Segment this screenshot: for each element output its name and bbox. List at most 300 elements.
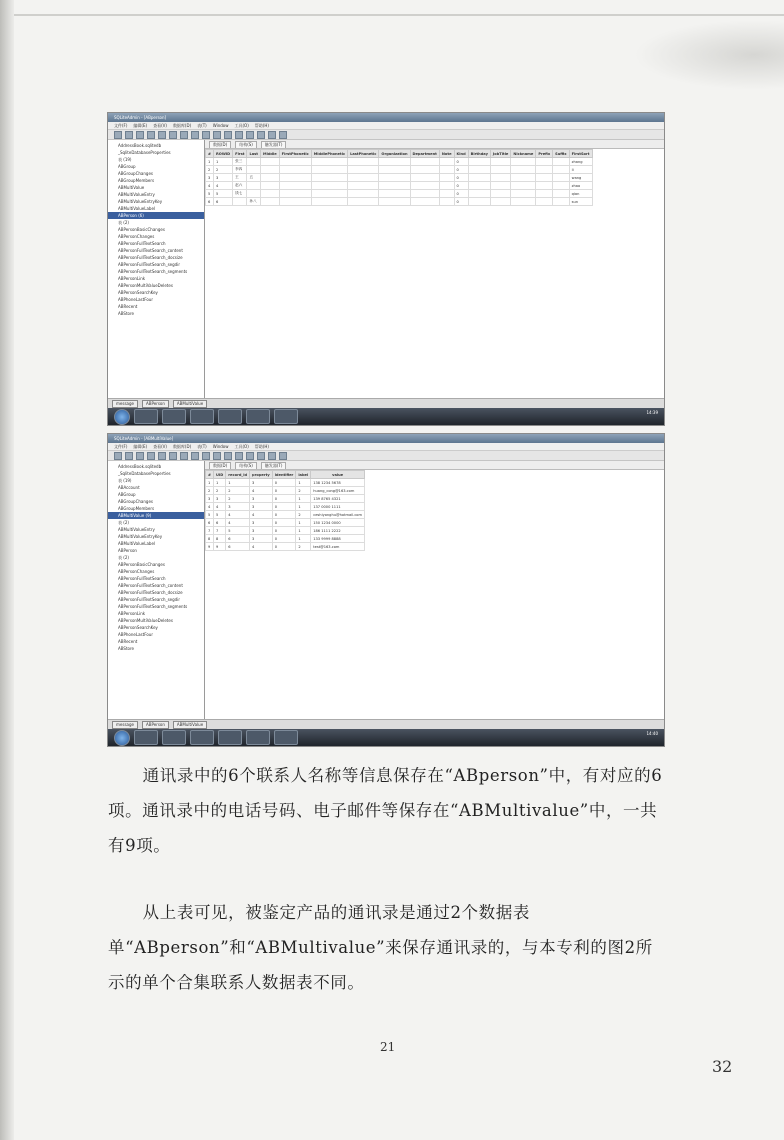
table-row[interactable] <box>206 158 593 166</box>
table-cell: 2 <box>296 487 311 495</box>
table-cell: 0 <box>454 158 468 166</box>
toolbar-button-icon[interactable] <box>268 131 276 139</box>
column-header[interactable]: Organization <box>379 150 410 158</box>
table-cell: 4 <box>214 182 233 190</box>
window-title: SQLiteAdmin - [ABperson] <box>108 113 664 122</box>
tree-item[interactable]: ABPersonFullTextSearch_content <box>118 583 183 588</box>
table-cell: 孙八 <box>247 198 261 206</box>
table-cell <box>536 174 553 182</box>
tree-item[interactable]: ABPersonFullTextSearch_segdir <box>118 597 180 602</box>
db-tree <box>108 461 205 720</box>
table-cell: 1 <box>214 479 226 487</box>
column-header[interactable]: First <box>233 150 247 158</box>
table-cell <box>468 198 490 206</box>
table-cell: 1 <box>206 158 214 166</box>
table-cell: wang <box>569 174 592 182</box>
tree-item[interactable]: ABGroup <box>118 492 136 497</box>
tree-item[interactable]: ABStore <box>118 646 134 651</box>
menu-item[interactable]: 表(T) <box>197 444 207 449</box>
column-header[interactable]: FirstSort <box>569 150 592 158</box>
table-cell: 6 <box>226 535 250 543</box>
table-cell: 1 <box>296 503 311 511</box>
table-cell: li <box>569 166 592 174</box>
table-cell <box>279 166 311 174</box>
table-cell: 8 <box>206 535 214 543</box>
table-cell: 1 <box>296 535 311 543</box>
tree-item[interactable]: ABMultiValue <box>118 185 145 190</box>
tree-item[interactable]: ABPersonBasicChanges <box>118 227 165 232</box>
toolbar-button-icon[interactable] <box>158 131 166 139</box>
table-cell: 0 <box>272 519 296 527</box>
table-cell <box>468 158 490 166</box>
document-tab[interactable]: message <box>112 400 138 408</box>
db-tree <box>108 140 205 399</box>
table-cell <box>279 198 311 206</box>
table-row[interactable] <box>206 182 593 190</box>
table-cell: sun <box>569 198 592 206</box>
table-cell <box>261 166 280 174</box>
tree-item[interactable]: _SqliteDatabaseProperties <box>118 471 171 476</box>
toolbar-button-icon[interactable] <box>224 131 232 139</box>
table-cell <box>439 158 454 166</box>
toolbar-button-icon[interactable] <box>246 131 254 139</box>
table-cell: huang_cong@163.com <box>311 487 365 495</box>
menu-item[interactable]: 数据库(D) <box>172 444 192 449</box>
table-cell: 钱七 <box>233 190 247 198</box>
tree-item[interactable]: ABGroupChanges <box>118 171 153 176</box>
tree-item[interactable]: 表 (2) <box>118 220 129 225</box>
table-row[interactable] <box>206 190 593 198</box>
menu-item[interactable]: 帮助(H) <box>254 444 269 449</box>
table-cell <box>261 198 280 206</box>
tree-item[interactable]: 表 (2) <box>118 555 129 560</box>
tree-item[interactable]: ABPhoneLastFour <box>118 297 153 302</box>
column-header[interactable]: value <box>311 471 365 479</box>
tree-item[interactable]: ABMultiValueEntry <box>118 192 155 197</box>
document-tab[interactable]: ABMultiValue <box>173 400 207 408</box>
table-cell: 1 <box>226 479 250 487</box>
tree-item[interactable]: ABPersonMultiValueDeletes <box>118 618 173 623</box>
grid-tab[interactable]: 数据(D) <box>209 141 231 148</box>
taskbar-clock: 14:39 <box>646 410 658 415</box>
taskbar-app-icon <box>162 730 186 745</box>
table-row[interactable] <box>206 543 365 551</box>
table-cell: 2 <box>214 166 233 174</box>
tree-item[interactable]: ABGroup <box>118 164 136 169</box>
table-cell: 4 <box>250 543 273 551</box>
table-cell <box>247 166 261 174</box>
toolbar-button-icon[interactable] <box>224 452 232 460</box>
tree-item[interactable]: 表 (2) <box>118 520 129 525</box>
table-cell: 7 <box>206 527 214 535</box>
table-cell: 6 <box>206 519 214 527</box>
table-cell: 0 <box>272 503 296 511</box>
tree-item[interactable]: ABMultiValueEntryKey <box>118 534 163 539</box>
column-header[interactable]: UID <box>214 471 226 479</box>
table-cell <box>261 182 280 190</box>
table-cell <box>247 158 261 166</box>
table-cell <box>511 166 536 174</box>
menu-item[interactable]: 编辑(E) <box>133 444 148 449</box>
menu-item[interactable]: 文件(F) <box>114 123 128 128</box>
document-tab[interactable]: ABPerson <box>142 400 169 408</box>
table-cell: 3 <box>250 527 273 535</box>
tree-item[interactable]: ABPersonLink <box>118 611 146 616</box>
table-cell <box>439 198 454 206</box>
table-cell: 五 <box>247 174 261 182</box>
toolbar-button-icon[interactable] <box>213 452 221 460</box>
toolbar <box>108 130 664 140</box>
table-cell <box>410 198 439 206</box>
tree-item[interactable]: ABPhoneLastFour <box>118 632 153 637</box>
table-cell: 0 <box>272 487 296 495</box>
table-cell: 0 <box>272 527 296 535</box>
table-cell: 0 <box>454 174 468 182</box>
taskbar-app-icon <box>134 409 158 424</box>
table-cell <box>279 190 311 198</box>
table-cell: 5 <box>214 190 233 198</box>
column-header[interactable]: property <box>250 471 273 479</box>
taskbar-app-icon <box>190 409 214 424</box>
menu-bar <box>108 122 664 130</box>
column-header[interactable]: Suffix <box>553 150 569 158</box>
toolbar-button-icon[interactable] <box>213 131 221 139</box>
column-header[interactable]: Department <box>410 150 439 158</box>
table-cell <box>311 166 347 174</box>
table-cell <box>536 182 553 190</box>
grid-tab[interactable]: 数据(D) <box>209 462 231 469</box>
tree-item[interactable]: ABPersonChanges <box>118 569 155 574</box>
tree-item[interactable]: ABPerson <box>118 548 137 553</box>
tree-item[interactable]: ABRecent <box>118 639 138 644</box>
tree-item[interactable]: ABPersonSearchKey <box>118 290 158 295</box>
menu-item[interactable]: Window <box>212 123 229 128</box>
table-cell <box>311 158 347 166</box>
document-tab[interactable]: ABPerson <box>142 721 169 729</box>
menu-item[interactable]: Window <box>212 444 229 449</box>
table-cell <box>490 174 510 182</box>
tree-item[interactable]: ABGroupMembers <box>118 178 155 183</box>
table-cell: 0 <box>272 535 296 543</box>
menu-item[interactable]: 帮助(H) <box>254 123 269 128</box>
tree-item[interactable]: AddressBook.sqlitedb <box>118 143 162 148</box>
menu-item[interactable]: 编辑(E) <box>133 123 148 128</box>
toolbar-button-icon[interactable] <box>257 452 265 460</box>
table-cell: 0 <box>454 198 468 206</box>
tree-item[interactable]: ABPersonBasicChanges <box>118 562 165 567</box>
table-cell <box>348 158 379 166</box>
tree-item[interactable]: ABMultiValueEntryKey <box>118 199 163 204</box>
toolbar-button-icon[interactable] <box>147 452 155 460</box>
tree-item[interactable]: ABPersonFullTextSearch <box>118 241 166 246</box>
table-cell: qian <box>569 190 592 198</box>
column-header[interactable]: label <box>296 471 311 479</box>
table-cell <box>468 182 490 190</box>
tree-item[interactable]: ABPerson (6) <box>108 212 204 219</box>
tree-item[interactable]: ABMultiValue (9) <box>108 512 204 519</box>
menu-item[interactable]: 工具(O) <box>234 123 249 128</box>
toolbar-button-icon[interactable] <box>235 452 243 460</box>
table-cell <box>379 158 410 166</box>
toolbar-button-icon[interactable] <box>268 452 276 460</box>
app-body <box>108 140 664 399</box>
taskbar-app-icon <box>274 730 298 745</box>
table-row[interactable] <box>206 527 365 535</box>
toolbar-button-icon[interactable] <box>147 131 155 139</box>
table-cell: 3 <box>214 495 226 503</box>
table-cell <box>348 182 379 190</box>
grid-tab[interactable]: 触发器(T) <box>261 141 287 148</box>
table-cell: zhang <box>569 158 592 166</box>
toolbar-button-icon[interactable] <box>114 452 122 460</box>
table-row[interactable] <box>206 479 365 487</box>
column-header[interactable]: record_id <box>226 471 250 479</box>
table-cell <box>410 174 439 182</box>
table-row[interactable] <box>206 535 365 543</box>
table-cell <box>410 166 439 174</box>
menu-item[interactable]: 查看(V) <box>153 444 167 449</box>
table-row[interactable] <box>206 503 365 511</box>
column-header[interactable]: # <box>206 471 214 479</box>
tree-item[interactable]: ABPersonSearchKey <box>118 625 158 630</box>
start-button-icon <box>114 409 130 425</box>
toolbar-button-icon[interactable] <box>158 452 166 460</box>
document-tab[interactable]: message <box>112 721 138 729</box>
toolbar-button-icon[interactable] <box>202 452 210 460</box>
table-cell: 8 <box>214 535 226 543</box>
page-number-outer: 32 <box>712 1057 733 1076</box>
toolbar-button-icon[interactable] <box>257 131 265 139</box>
toolbar-button-icon[interactable] <box>125 131 133 139</box>
table-cell <box>490 158 510 166</box>
grid-tab[interactable]: 触发器(T) <box>261 462 287 469</box>
column-header[interactable]: # <box>206 150 214 158</box>
grid-tabs <box>205 461 664 470</box>
table-cell <box>348 166 379 174</box>
table-cell: 2 <box>206 487 214 495</box>
tree-item[interactable]: ABPersonLink <box>118 276 146 281</box>
table-row[interactable] <box>206 519 365 527</box>
table-cell: 1 <box>296 527 311 535</box>
toolbar-button-icon[interactable] <box>114 131 122 139</box>
taskbar <box>108 408 664 425</box>
table-cell: 1 <box>296 519 311 527</box>
tree-item[interactable]: ABMultiValueLabel <box>118 206 156 211</box>
menu-item[interactable]: 数据库(D) <box>172 123 192 128</box>
toolbar-button-icon[interactable] <box>136 131 144 139</box>
table-cell: 133 9999 8888 <box>311 535 365 543</box>
tree-item[interactable]: ABPersonFullTextSearch_segments <box>118 269 188 274</box>
table-cell: 2 <box>296 543 311 551</box>
column-header[interactable]: Prefix <box>536 150 553 158</box>
table-cell: 李四 <box>233 166 247 174</box>
table-cell <box>379 190 410 198</box>
tree-item[interactable]: ABPersonFullTextSearch <box>118 576 166 581</box>
table-cell <box>490 198 510 206</box>
table-cell <box>311 174 347 182</box>
table-cell: 4 <box>214 503 226 511</box>
table-row[interactable] <box>206 511 365 519</box>
document-tab[interactable]: ABMultiValue <box>173 721 207 729</box>
toolbar-button-icon[interactable] <box>180 131 188 139</box>
table-cell <box>311 182 347 190</box>
paragraph-1: 通讯录中的6个联系人名称等信息保存在“ABperson”中，有对应的6项。通讯录中的电话号码、电子邮件等保存在“ABMultivalue”中，一共有9项。 <box>108 766 663 855</box>
tree-item[interactable]: ABRecent <box>118 304 138 309</box>
taskbar-app-icon <box>218 409 242 424</box>
tree-item[interactable]: ABStore <box>118 311 134 316</box>
table-cell <box>511 198 536 206</box>
table-cell: 3 <box>250 503 273 511</box>
table-cell <box>536 198 553 206</box>
tree-item[interactable]: ABGroupChanges <box>118 499 153 504</box>
table-cell: 张三 <box>233 158 247 166</box>
toolbar-button-icon[interactable] <box>136 452 144 460</box>
column-header[interactable]: ROWID <box>214 150 233 158</box>
tree-item[interactable]: ABMultiValueEntry <box>118 527 155 532</box>
tree-item[interactable]: ABPersonFullTextSearch_content <box>118 248 183 253</box>
toolbar-button-icon[interactable] <box>191 131 199 139</box>
column-header[interactable]: LastPhonetic <box>348 150 379 158</box>
tree-item[interactable]: ABPersonFullTextSearch_docsize <box>118 590 183 595</box>
start-button-icon <box>114 730 130 746</box>
page-edge-line <box>14 14 784 16</box>
menu-item[interactable]: 表(T) <box>197 123 207 128</box>
table-cell <box>553 182 569 190</box>
paragraph-2: 从上表可见，被鉴定产品的通讯录是通过2个数据表单“ABperson”和“ABMultivalue”来保存通讯录的，与本专利的图2所示的单个合集联系人数据表不同。 <box>108 903 653 992</box>
table-cell <box>247 190 261 198</box>
table-cell <box>279 182 311 190</box>
menu-bar <box>108 443 664 451</box>
table-cell: 3 <box>206 174 214 182</box>
column-header[interactable]: Note <box>439 150 454 158</box>
table-cell: 5 <box>214 511 226 519</box>
screenshot-abmultivalue <box>107 433 665 747</box>
table-row[interactable] <box>206 198 593 206</box>
toolbar-button-icon[interactable] <box>169 452 177 460</box>
table-cell <box>536 158 553 166</box>
table-row[interactable] <box>206 166 593 174</box>
menu-item[interactable]: 文件(F) <box>114 444 128 449</box>
table-cell <box>311 198 347 206</box>
toolbar-button-icon[interactable] <box>279 452 287 460</box>
table-cell: 0 <box>454 166 468 174</box>
table-cell: 6 <box>214 519 226 527</box>
taskbar-app-icon <box>218 730 242 745</box>
column-header[interactable]: Last <box>247 150 261 158</box>
table-cell: 9 <box>214 543 226 551</box>
tree-item[interactable]: ABMultiValueLabel <box>118 541 156 546</box>
toolbar-button-icon[interactable] <box>202 131 210 139</box>
column-header[interactable]: JobTitle <box>490 150 510 158</box>
toolbar-button-icon[interactable] <box>191 452 199 460</box>
tree-item[interactable]: ABPersonFullTextSearch_segments <box>118 604 188 609</box>
tree-item[interactable]: ABPersonFullTextSearch_docsize <box>118 255 183 260</box>
table-cell <box>490 182 510 190</box>
table-row[interactable] <box>206 495 365 503</box>
table-cell: 2 <box>226 487 250 495</box>
taskbar-app-icon <box>246 409 270 424</box>
table-cell: 6 <box>214 198 233 206</box>
column-header[interactable]: Middle <box>261 150 280 158</box>
tree-item[interactable]: ABAccount <box>118 485 140 490</box>
window-title: SQLiteAdmin - [ABMultiValue] <box>108 434 664 443</box>
table-cell <box>348 174 379 182</box>
menu-item[interactable]: 查看(V) <box>153 123 167 128</box>
table-row[interactable] <box>206 174 593 182</box>
table-cell <box>468 174 490 182</box>
grid-tab[interactable]: 结构(S) <box>235 141 257 148</box>
table-cell: 3 <box>250 535 273 543</box>
table-cell: 4 <box>206 503 214 511</box>
taskbar-app-icon <box>246 730 270 745</box>
toolbar-button-icon[interactable] <box>279 131 287 139</box>
table-cell: 6 <box>206 198 214 206</box>
toolbar-button-icon[interactable] <box>169 131 177 139</box>
tree-item[interactable]: ABPersonFullTextSearch_segdir <box>118 262 180 267</box>
tree-item[interactable]: _SqliteDatabaseProperties <box>118 150 171 155</box>
table-cell <box>468 190 490 198</box>
column-header[interactable]: Kind <box>454 150 468 158</box>
tree-item[interactable]: 表 (19) <box>118 157 132 162</box>
table-cell: 2 <box>296 511 311 519</box>
tree-item[interactable]: ABGroupMembers <box>118 506 155 511</box>
tree-item[interactable]: ABPersonMultiValueDeletes <box>118 283 173 288</box>
binding-shadow <box>0 0 14 1140</box>
table-cell <box>553 158 569 166</box>
table-cell: 1 <box>206 479 214 487</box>
table-cell: 5 <box>206 190 214 198</box>
table-cell: 186 1111 2222 <box>311 527 365 535</box>
column-header[interactable]: FirstPhonetic <box>279 150 311 158</box>
table-cell <box>511 190 536 198</box>
table-cell: 3 <box>206 495 214 503</box>
tree-item[interactable]: 表 (19) <box>118 478 132 483</box>
table-cell <box>410 190 439 198</box>
grid-tab[interactable]: 结构(S) <box>235 462 257 469</box>
table-cell <box>536 190 553 198</box>
table-cell <box>261 174 280 182</box>
table-cell: 6 <box>226 543 250 551</box>
table-row[interactable] <box>206 487 365 495</box>
column-header[interactable]: MiddlePhonetic <box>311 150 347 158</box>
table-cell: 7 <box>214 527 226 535</box>
column-header[interactable]: Nickname <box>511 150 536 158</box>
table-cell <box>348 190 379 198</box>
column-header[interactable]: identifier <box>272 471 296 479</box>
menu-item[interactable]: 工具(O) <box>234 444 249 449</box>
table-cell <box>553 190 569 198</box>
table-cell <box>261 190 280 198</box>
taskbar <box>108 729 664 746</box>
column-header[interactable]: Birthday <box>468 150 490 158</box>
toolbar-button-icon[interactable] <box>246 452 254 460</box>
table-cell: 2 <box>206 166 214 174</box>
table-cell <box>379 174 410 182</box>
page-number-inner: 21 <box>380 1040 396 1054</box>
toolbar-button-icon[interactable] <box>180 452 188 460</box>
data-table <box>205 470 365 551</box>
table-cell: 2 <box>226 495 250 503</box>
toolbar-button-icon[interactable] <box>235 131 243 139</box>
table-cell <box>410 158 439 166</box>
tree-item[interactable]: AddressBook.sqlitedb <box>118 464 162 469</box>
tree-item[interactable]: ABPersonChanges <box>118 234 155 239</box>
taskbar-app-icon <box>134 730 158 745</box>
data-table <box>205 149 593 206</box>
table-cell: 1 <box>296 495 311 503</box>
table-cell <box>348 198 379 206</box>
toolbar-button-icon[interactable] <box>125 452 133 460</box>
